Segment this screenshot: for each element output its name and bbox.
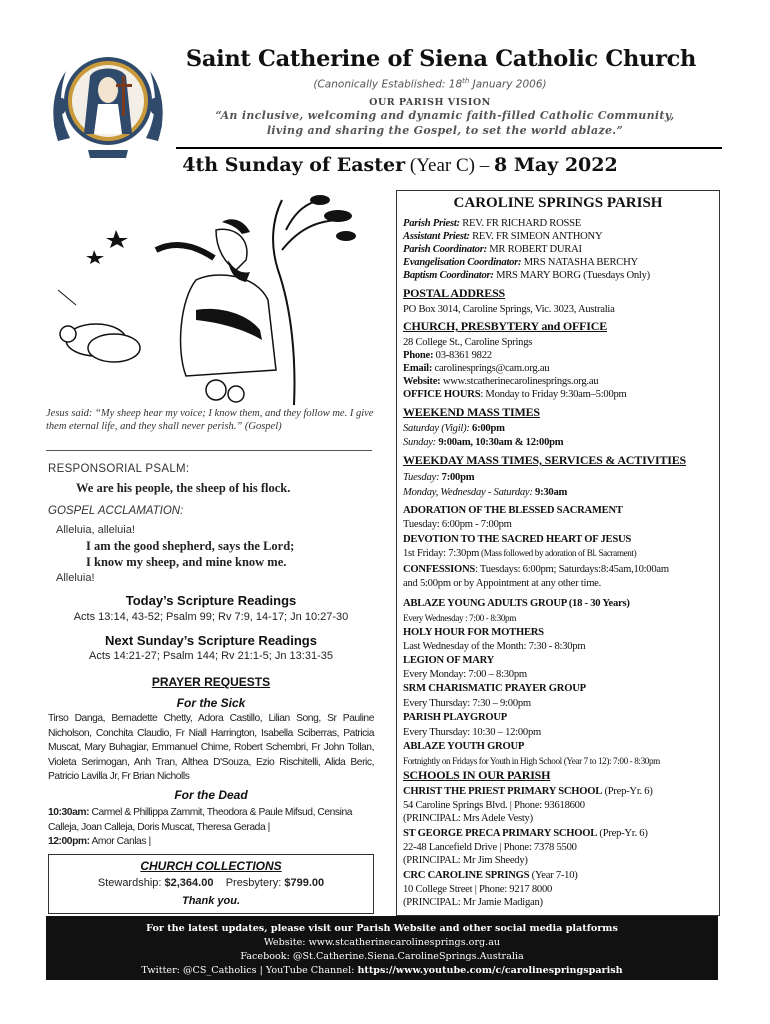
church-name: Saint Catherine of Siena Catholic Church (185, 46, 697, 72)
school-3-name: CRC CAROLINE SPRINGS (Year 7-10) (403, 870, 578, 881)
header-divider (176, 147, 722, 149)
gospel-quote: Jesus said: “My sheep hear my voice; I know them, and they follow me. I give them eternal life, and they shall never perish.” (Gospel) (46, 408, 374, 432)
staff-baptism-coordinator: Baptism Coordinator: MRS MARY BORG (Tuesdays Only) (403, 270, 650, 281)
gospel-acclamation-label: GOSPEL ACCLAMATION: (48, 505, 184, 517)
staff-assistant-priest: Assistant Priest: REV. FR SIMEON ANTHONY (403, 231, 603, 242)
ablaze-youth-text: Fortnightly on Fridays for Youth in High School (Year 7 to 12): 7:00 - 8:30pm (403, 756, 660, 766)
ablaze-young-adults-heading: ABLAZE YOUNG ADULTS GROUP (18 - 30 Years) (403, 598, 630, 609)
office-website[interactable]: Website: www.stcatherinecarolinesprings.org.au (403, 376, 599, 387)
office-phone: Phone: 03-8361 9822 (403, 350, 492, 361)
office-heading: CHURCH, PRESBYTERY and OFFICE (403, 319, 608, 333)
adoration-heading: ADORATION OF THE BLESSED SACRAMENT (403, 505, 623, 516)
legion-of-mary-heading: LEGION OF MARY (403, 655, 495, 666)
church-collections-box (48, 854, 374, 914)
collections-heading: CHURCH COLLECTIONS (140, 859, 282, 873)
for-the-sick-heading: For the Sick (176, 696, 246, 710)
office-email[interactable]: Email: carolinesprings@cam.org.au (403, 363, 550, 374)
weekday-mass: Monday, Wednesday - Saturday: 9:30am (403, 487, 568, 498)
dead-names-list: 10:30am: Carmel & Phillippa Zammit, Theodora & Paule Mifsud, Censina Calleja, Joan Calleja, Doris Muscat, Theresa Gerada | 12:00pm: Amor Canlas | (48, 807, 353, 848)
left-divider (46, 450, 372, 451)
playgroup-text: Every Thursday: 10:30 – 12:00pm (403, 727, 541, 738)
todays-readings-heading: Today’s Scripture Readings (125, 593, 297, 608)
devotion-text: 1st Friday: 7:30pm (Mass followed by adoration of Bl. Sacrament) (403, 548, 637, 559)
parish-title: CAROLINE SPRINGS PARISH (453, 195, 663, 211)
ablaze-youth-heading: ABLAZE YOUTH GROUP (403, 741, 525, 752)
footer-intro: For the latest updates, please visit our Parish Website and other social media platforms (146, 923, 618, 934)
school-2-address: 22-48 Lancefield Drive | Phone: 7378 5500 (403, 842, 577, 853)
established-date: (Canonically Established: 18th January 2006) (313, 77, 547, 91)
alleluia-start: Alleluia, alleluia! (56, 524, 135, 536)
ablaze-young-adults-text: Every Wednesday : 7:00 - 8:30pm (403, 613, 516, 623)
playgroup-heading: PARISH PLAYGROUP (403, 712, 508, 723)
for-the-dead-heading: For the Dead (174, 788, 248, 802)
footer-twitter-youtube[interactable]: Twitter: @CS_Catholics | YouTube Channel: https://www.youtube.com/c/carolinespringsparish (141, 965, 623, 976)
shepherd-illustration (46, 190, 376, 405)
sunday-mass: Sunday: 9:00am, 10:30am & 12:00pm (403, 437, 564, 448)
sunday-title: 4th Sunday of Easter (Year C) – 8 May 2022 (182, 154, 618, 176)
school-1-name: CHRIST THE PRIEST PRIMARY SCHOOL (Prep-Yr. 6) (403, 786, 653, 797)
confessions: CONFESSIONS: Tuesdays: 6:00pm; Saturdays:8:45am,10:00am (403, 564, 669, 575)
weekend-mass-heading: WEEKEND MASS TIMES (403, 405, 540, 419)
legion-of-mary-text: Every Monday: 7:00 – 8:30pm (403, 669, 527, 680)
alleluia-end: Alleluia! (56, 572, 95, 584)
postal-address-text: PO Box 3014, Caroline Springs, Vic. 3023, Australia (403, 304, 615, 315)
weekday-mass-heading: WEEKDAY MASS TIMES, SERVICES & ACTIVITIES (403, 453, 687, 467)
school-3-principal: (PRINCIPAL: Mr Jamie Madigan) (403, 897, 543, 908)
school-3-address: 10 College Street | Phone: 9217 8000 (403, 884, 553, 895)
next-readings-heading: Next Sunday’s Scripture Readings (105, 633, 317, 648)
vision-text: “An inclusive, welcoming and dynamic faith-filled Catholic Community, living and sharing the Gospel, to set the world ablaze.” (215, 109, 675, 137)
confessions-continued: and 5:00pm or by Appointment at any other time. (403, 578, 602, 589)
acclamation-line-2: I know my sheep, and mine know me. (86, 555, 287, 569)
school-1-address: 54 Caroline Springs Blvd. | Phone: 93618600 (403, 800, 585, 811)
todays-readings-text: Acts 13:14, 43-52; Psalm 99; Rv 7:9, 14-17; Jn 10:27-30 (73, 611, 349, 623)
staff-parish-priest: Parish Priest: REV. FR RICHARD ROSSE (403, 218, 582, 229)
srm-prayer-group-text: Every Thursday: 7:30 – 9:00pm (403, 698, 531, 709)
next-readings-text: Acts 14:21-27; Psalm 144; Rv 21:1-5; Jn 13:31-35 (89, 650, 333, 662)
adoration-text: Tuesday: 6:00pm - 7:00pm (403, 519, 512, 530)
school-1-principal: (PRINCIPAL: Mrs Adele Vesty) (403, 813, 533, 824)
schools-heading: SCHOOLS IN OUR PARISH (403, 768, 551, 782)
tuesday-mass: Tuesday: 7:00pm (403, 472, 475, 483)
holy-hour-text: Last Wednesday of the Month: 7:30 - 8:30pm (403, 641, 586, 652)
footer-banner (46, 916, 718, 980)
saturday-mass: Saturday (Vigil): 6:00pm (403, 423, 505, 434)
school-2-name: ST GEORGE PRECA PRIMARY SCHOOL (Prep-Yr. 6) (403, 828, 648, 839)
collections-thanks: Thank you. (181, 895, 241, 907)
psalm-response: We are his people, the sheep of his flock. (76, 481, 291, 495)
school-2-principal: (PRINCIPAL: Mr Jim Sheedy) (403, 855, 528, 866)
staff-parish-coordinator: Parish Coordinator: MR ROBERT DURAI (403, 244, 582, 255)
collections-amounts: Stewardship: $2,364.00 Presbytery: $799.00 (97, 877, 325, 889)
office-address: 28 College St., Caroline Springs (403, 337, 533, 348)
acclamation-line-1: I am the good shepherd, says the Lord; (86, 539, 295, 553)
postal-address-heading: POSTAL ADDRESS (403, 286, 506, 300)
parish-info-box (396, 190, 720, 916)
vision-heading: OUR PARISH VISION (369, 97, 491, 108)
footer-website[interactable]: Website: www.stcatherinecarolinesprings.org.au (263, 937, 501, 948)
psalm-label: RESPONSORIAL PSALM: (48, 463, 190, 475)
parish-logo (48, 46, 168, 166)
office-hours: OFFICE HOURS: Monday to Friday 9:30am–5:00pm (403, 389, 627, 400)
sick-names-list: Tirso Danga, Bernadette Chetty, Adora Castillo, Lilian Song, Sr Pauline Nicholson, Conchita Claudio, Fr Niall Harrington, Isabella Sciberras, Patricia Muscat, Mary Buhagiar, Emmanuel Chime, Robert Schembri, Fr John Tollan, Violeta Serimogan, Anh Tran, Althea D'Souza, Ezio Rischitelli, Alida Beric, Patricio Lavilla Jr, Fr Brian Nicholls (48, 713, 374, 783)
staff-evangelisation-coordinator: Evangelisation Coordinator: MRS NATASHA BERCHY (403, 257, 638, 268)
holy-hour-heading: HOLY HOUR FOR MOTHERS (403, 627, 544, 638)
footer-facebook[interactable]: Facebook: @St.Catherine.Siena.CarolineSprings.Australia (240, 951, 524, 962)
prayer-requests-heading: PRAYER REQUESTS (151, 675, 271, 689)
srm-prayer-group-heading: SRM CHARISMATIC PRAYER GROUP (403, 683, 586, 694)
devotion-heading: DEVOTION TO THE SACRED HEART OF JESUS (403, 534, 632, 545)
